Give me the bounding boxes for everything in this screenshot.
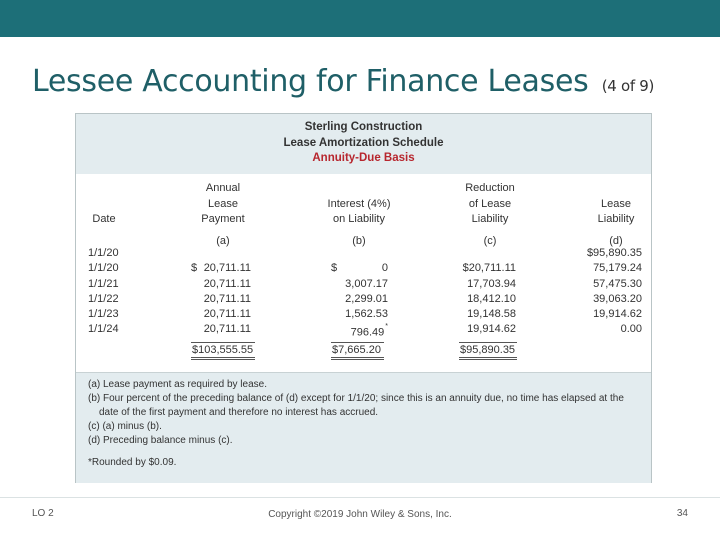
cell-interest	[351, 322, 388, 341]
column-header-label: on Liability	[333, 213, 385, 225]
amortization-schedule-panel	[75, 113, 652, 483]
note-d: (d) Preceding balance minus (c).	[88, 435, 233, 446]
slide-title	[32, 64, 654, 99]
schedule-notes	[76, 372, 651, 483]
schedule-name: Lease Amortization Schedule	[283, 136, 444, 149]
note-a: (a) Lease payment as required by lease.	[88, 379, 267, 390]
table-row	[76, 307, 651, 322]
note-b-continued: date of the first payment and therefore no interest has accrued.	[99, 407, 379, 418]
table-row	[76, 322, 651, 340]
note-b: (b) Four percent of the preceding balance of (d) except for 1/1/20; since this is an annuity due, no time has elapsed at the	[88, 393, 624, 404]
column-header-label: Reduction	[465, 182, 515, 194]
cell-date: 1/1/24	[88, 323, 119, 336]
cell-reduction: $20,711.11	[462, 262, 516, 275]
column-header-date-label: Date	[92, 213, 116, 225]
copyright-notice: Copyright ©2019 John Wiley & Sons, Inc.	[268, 509, 452, 520]
cell-reduction: 18,412.10	[467, 292, 516, 305]
cell-liability: 39,063.20	[593, 292, 642, 305]
learning-objective: LO 2	[32, 508, 54, 519]
note-c: (c) (a) minus (b).	[88, 421, 162, 432]
column-header-label: Liability	[597, 213, 635, 225]
schedule-header	[76, 114, 651, 174]
column-header-reduction	[458, 181, 522, 249]
cell-date: 1/1/23	[88, 308, 119, 321]
column-header-interest	[319, 197, 399, 250]
footer-divider	[0, 497, 720, 498]
cell-payment: 20,711.11	[203, 323, 251, 336]
cell-date: 1/1/20	[88, 262, 119, 275]
cell-reduction: 17,703.94	[467, 277, 516, 290]
cell-liability: 0.00	[620, 323, 642, 336]
cell-payment: 20,711.11	[203, 262, 251, 275]
rounding-footnote: *Rounded by $0.09.	[88, 457, 177, 468]
cell-dollar-sign: $	[191, 262, 198, 275]
cell-date: 1/1/22	[88, 292, 119, 305]
column-letter: (b)	[352, 234, 366, 247]
column-header-label: Payment	[201, 213, 245, 225]
cell-interest: 0	[381, 262, 388, 275]
column-header-label: Liability	[471, 213, 509, 225]
cell-payment: 20,711.11	[203, 292, 251, 305]
cell-date: 1/1/20	[88, 247, 119, 259]
slide-title-suffix: (4 of 9)	[601, 77, 655, 95]
page-number: 34	[676, 508, 688, 519]
cell-payment: 20,711.11	[203, 308, 251, 321]
column-header-payment	[191, 181, 255, 249]
table-row	[76, 261, 651, 276]
table-row	[76, 277, 651, 292]
slide-title-text: Lessee Accounting for Finance Leases	[32, 64, 589, 99]
column-header-label: Lease	[208, 197, 238, 210]
column-letter: (a)	[216, 234, 230, 247]
column-header-label: Lease	[601, 197, 631, 210]
column-header-liability	[584, 197, 648, 250]
cell-interest: 3,007.17	[345, 277, 388, 290]
company-name: Sterling Construction	[304, 121, 423, 133]
cell-reduction: 19,914.62	[467, 323, 516, 336]
column-header-date	[84, 212, 124, 228]
cell-liability: 19,914.62	[593, 308, 642, 321]
cell-interest-value: 796.49	[350, 327, 385, 340]
cell-interest: 1,562.53	[345, 308, 388, 321]
cell-date: 1/1/21	[88, 277, 119, 290]
column-header-label: of Lease	[468, 197, 512, 210]
column-header-label: Interest (4%)	[327, 197, 391, 210]
cell-liability: $95,890.35	[586, 247, 642, 259]
cell-payment: 20,711.11	[203, 277, 251, 290]
schedule-rows	[76, 246, 651, 338]
table-row	[76, 292, 651, 307]
cell-reduction: 19,148.58	[467, 308, 516, 321]
cell-dollar-sign: $	[331, 262, 338, 275]
table-row	[76, 246, 651, 261]
totals-row	[76, 340, 651, 358]
column-header-label: Annual	[205, 182, 241, 194]
cell-liability: 75,179.24	[593, 262, 642, 275]
column-letter: (c)	[483, 234, 497, 247]
cell-interest: 2,299.01	[345, 292, 388, 305]
total-reduction: $95,890.35	[459, 342, 517, 360]
cell-liability: 57,475.30	[593, 277, 642, 290]
top-bar	[0, 0, 720, 37]
schedule-basis: Annuity-Due Basis	[312, 152, 415, 164]
rounding-mark: *	[385, 323, 388, 331]
column-letter: (d)	[609, 234, 623, 247]
total-payment: $103,555.55	[191, 342, 255, 360]
total-interest: $7,665.20	[331, 342, 384, 360]
